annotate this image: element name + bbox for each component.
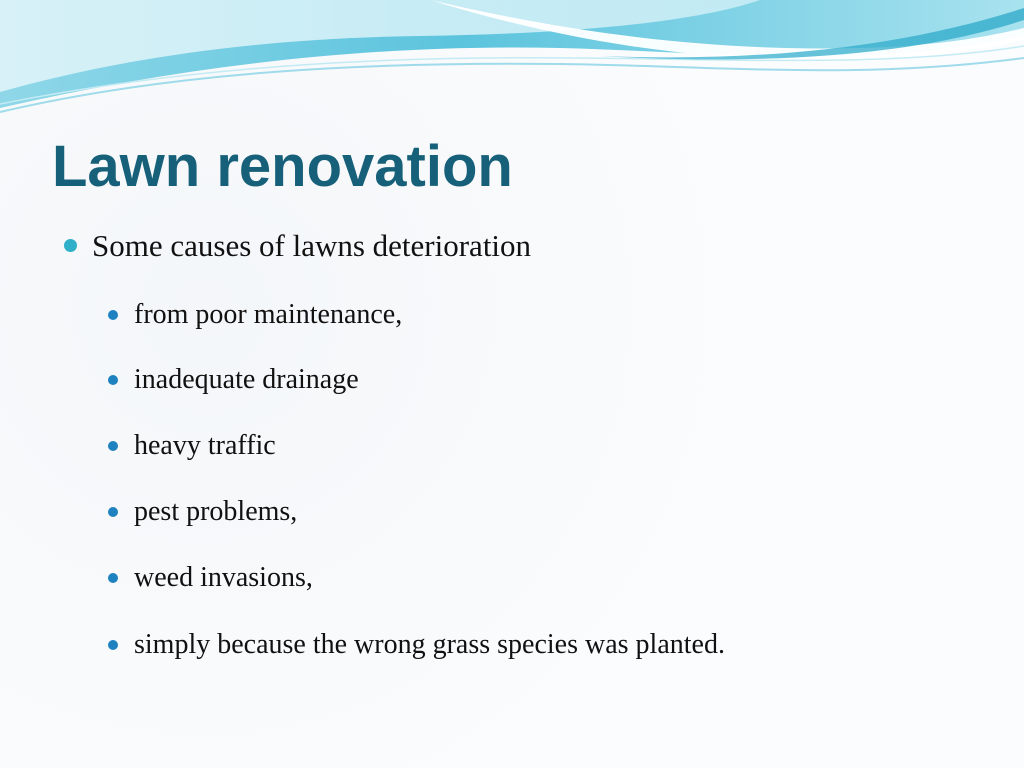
sub-bullet-text: pest problems,	[134, 496, 298, 527]
slide-title: Lawn renovation	[52, 134, 513, 199]
sub-bullet-dot-icon	[108, 507, 118, 517]
sub-bullet-text: heavy traffic	[134, 430, 276, 461]
bullet-dot-icon	[64, 239, 77, 252]
sub-bullet-dot-icon	[108, 310, 118, 320]
bullet-text: Some causes of lawns deterioration	[92, 228, 532, 263]
sub-bullet-dot-icon	[108, 441, 118, 451]
sub-bullet-text: inadequate drainage	[134, 364, 359, 395]
sub-bullet-dot-icon	[108, 640, 118, 650]
sub-bullet-dot-icon	[108, 375, 118, 385]
sub-bullet-text: from poor maintenance,	[134, 299, 403, 330]
sub-bullet-text: weed invasions,	[134, 562, 313, 593]
sub-bullet-text: simply because the wrong grass species was planted.	[134, 629, 725, 660]
sub-bullet-dot-icon	[108, 573, 118, 583]
